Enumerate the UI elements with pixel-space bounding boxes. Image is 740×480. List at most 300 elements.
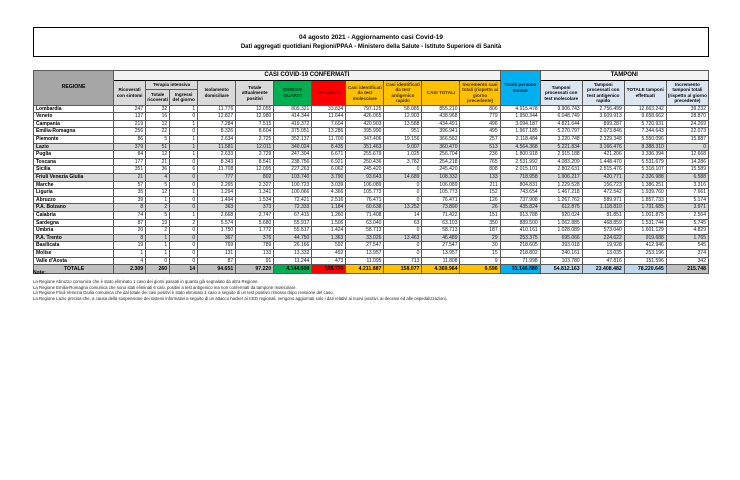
value-cell: 1.750 bbox=[198, 227, 236, 235]
value-cell: 11.644 bbox=[312, 113, 346, 121]
value-cell: 421.206 bbox=[582, 151, 624, 159]
value-cell: 367 bbox=[198, 234, 236, 242]
value-cell: 15.887 bbox=[666, 136, 708, 144]
totals-value-cell: 23.408.482 bbox=[582, 265, 624, 274]
totals-value-cell: 54.812.163 bbox=[540, 265, 582, 274]
table-row bbox=[34, 227, 709, 235]
value-cell: 12.055 bbox=[236, 105, 274, 113]
value-cell: 255.679 bbox=[346, 151, 384, 159]
col-header-incremento-tamponi: Incremento tamponi totali (rispetto al giorno precedente) bbox=[667, 82, 707, 104]
totals-value-cell: 6.596 bbox=[460, 265, 500, 274]
value-cell: 71.422 bbox=[422, 211, 460, 219]
value-cell: 93.643 bbox=[346, 173, 384, 181]
value-cell: 2.915.188 bbox=[540, 151, 582, 159]
value-cell: 4.366 bbox=[312, 189, 346, 197]
value-cell: 1.118.810 bbox=[582, 204, 624, 212]
value-cell: 211 bbox=[460, 181, 500, 189]
value-cell: 1.229.528 bbox=[540, 181, 582, 189]
value-cell: 340.024 bbox=[274, 143, 312, 151]
value-cell: 2.327 bbox=[236, 181, 274, 189]
col-header-persone-testate: Totale persone testate bbox=[500, 71, 540, 106]
value-cell: 1.534 bbox=[236, 196, 274, 204]
col-header-ti-totale: Totale ricoverati bbox=[146, 90, 170, 105]
value-cell: 1.765 bbox=[666, 234, 708, 242]
value-cell: 2.725 bbox=[236, 136, 274, 144]
totals-value-cell: 4.211.887 bbox=[346, 265, 384, 274]
value-cell: 12 bbox=[146, 189, 170, 197]
value-cell: 2.633 bbox=[198, 151, 236, 159]
region-cell: Molise bbox=[34, 249, 114, 257]
value-cell: 379 bbox=[114, 143, 146, 151]
value-cell: 9.658.662 bbox=[624, 113, 666, 121]
value-cell: 713 bbox=[384, 257, 422, 265]
value-cell: 5.318.107 bbox=[624, 166, 666, 174]
value-cell: 7.344.643 bbox=[624, 128, 666, 136]
value-cell: 51 bbox=[146, 143, 170, 151]
value-cell: 5.680 bbox=[236, 219, 274, 227]
value-cell: 11.581 bbox=[198, 143, 236, 151]
value-cell: 0 bbox=[170, 196, 198, 204]
value-cell: 58.713 bbox=[422, 227, 460, 235]
value-cell: 5.745 bbox=[666, 219, 708, 227]
value-cell: 4 bbox=[146, 173, 170, 181]
value-cell: 13.035 bbox=[582, 249, 624, 257]
value-cell: 63 bbox=[384, 219, 422, 227]
value-cell: 3.039 bbox=[312, 181, 346, 189]
region-cell: Sardegna bbox=[34, 219, 114, 227]
value-cell: 393.018 bbox=[540, 242, 582, 250]
value-cell: 74 bbox=[114, 211, 146, 219]
value-cell: 137 bbox=[114, 113, 146, 121]
value-cell: 8 bbox=[114, 234, 146, 242]
value-cell: 492 bbox=[312, 249, 346, 257]
value-cell: 2 bbox=[170, 219, 198, 227]
value-cell: 2.531.992 bbox=[500, 158, 540, 166]
value-cell: 438.968 bbox=[422, 113, 460, 121]
value-cell: 913.788 bbox=[500, 211, 540, 219]
value-cell: 21 bbox=[114, 173, 146, 181]
value-cell: 256.704 bbox=[422, 151, 460, 159]
col-header-regione: REGIONE bbox=[34, 71, 114, 106]
value-cell: 106.089 bbox=[346, 181, 384, 189]
table-row bbox=[34, 113, 709, 121]
value-cell: 2.516 bbox=[312, 196, 346, 204]
value-cell: 91 bbox=[236, 257, 274, 265]
value-cell: 12.668 bbox=[666, 151, 708, 159]
value-cell: 2 bbox=[146, 227, 170, 235]
col-header-incremento-casi: Incremento casi totali (rispetto al giorno precedente) bbox=[460, 81, 500, 106]
value-cell: 1.001.875 bbox=[624, 211, 666, 219]
value-cell: 27.547 bbox=[422, 242, 460, 250]
value-cell: 1.294 bbox=[198, 189, 236, 197]
table-row bbox=[34, 166, 709, 174]
value-cell: 410.161 bbox=[500, 227, 540, 235]
value-cell: 12 bbox=[146, 151, 170, 159]
value-cell: 11.808 bbox=[422, 257, 460, 265]
value-cell: 777 bbox=[198, 173, 236, 181]
value-cell: 177 bbox=[114, 158, 146, 166]
value-cell: 2.073.846 bbox=[582, 128, 624, 136]
value-cell: 13.957 bbox=[422, 249, 460, 257]
value-cell: 4.564.368 bbox=[500, 143, 540, 151]
value-cell: 12.980 bbox=[236, 113, 274, 121]
value-cell: 4.821.644 bbox=[540, 120, 582, 128]
value-cell: 63.040 bbox=[346, 219, 384, 227]
value-cell: 765 bbox=[460, 158, 500, 166]
value-cell: 219 bbox=[114, 120, 146, 128]
value-cell: 0 bbox=[384, 249, 422, 257]
value-cell: 58.085 bbox=[384, 105, 422, 113]
value-cell: 0 bbox=[666, 143, 708, 151]
value-cell: 4.083.209 bbox=[540, 158, 582, 166]
value-cell: 36 bbox=[146, 166, 170, 174]
value-cell: 1.184 bbox=[312, 204, 346, 212]
bulletin-subtitle: Dati aggregati quotidiani Regioni/PPAA - Ministero della Salute - Istituto Superiore di Sanità bbox=[240, 44, 502, 50]
value-cell: 8.604 bbox=[236, 128, 274, 136]
value-cell: 1 bbox=[170, 151, 198, 159]
value-cell: 1.967.185 bbox=[500, 128, 540, 136]
value-cell: 7.515 bbox=[236, 120, 274, 128]
table-row bbox=[34, 196, 709, 204]
table-row bbox=[34, 120, 709, 128]
value-cell: 32 bbox=[146, 105, 170, 113]
value-cell: 67.415 bbox=[274, 211, 312, 219]
value-cell: 412.946 bbox=[624, 242, 666, 250]
value-cell: 342 bbox=[666, 257, 708, 265]
value-cell: 1.467.218 bbox=[540, 189, 582, 197]
value-cell: 5.720.931 bbox=[624, 120, 666, 128]
value-cell: 19.928 bbox=[582, 242, 624, 250]
value-cell: 133 bbox=[460, 173, 500, 181]
value-cell: 420.903 bbox=[346, 120, 384, 128]
value-cell: 2.802.631 bbox=[540, 166, 582, 174]
value-cell: 254.218 bbox=[422, 158, 460, 166]
table-row bbox=[34, 257, 709, 265]
value-cell: 72.421 bbox=[274, 196, 312, 204]
totals-value-cell: 4.369.964 bbox=[422, 265, 460, 274]
region-cell: Piemonte bbox=[34, 136, 114, 144]
value-cell: 73.890 bbox=[422, 204, 460, 212]
table-row bbox=[34, 242, 709, 250]
value-cell: 1.800.918 bbox=[500, 151, 540, 159]
notes-title: Note: bbox=[33, 270, 46, 276]
value-cell: 3.971 bbox=[666, 204, 708, 212]
value-cell: 366.562 bbox=[422, 136, 460, 144]
value-cell: 26 bbox=[460, 204, 500, 212]
value-cell: 6.921 bbox=[312, 158, 346, 166]
value-cell: 0 bbox=[170, 158, 198, 166]
value-cell: 495 bbox=[460, 128, 500, 136]
value-cell: 187 bbox=[460, 227, 500, 235]
value-cell: 376 bbox=[236, 234, 274, 242]
value-cell: 108.332 bbox=[422, 173, 460, 181]
col-header-tamponi-molecolare: Tamponi processati con test molecolare bbox=[540, 81, 582, 106]
value-cell: 152 bbox=[460, 189, 500, 197]
totals-value-cell: 94.651 bbox=[198, 265, 236, 274]
value-cell: 8.435 bbox=[312, 143, 346, 151]
value-cell: 1.448.470 bbox=[582, 158, 624, 166]
value-cell: 47.816 bbox=[582, 257, 624, 265]
value-cell: 806 bbox=[460, 105, 500, 113]
value-cell: 13.957 bbox=[346, 249, 384, 257]
value-cell: 2.515.476 bbox=[582, 166, 624, 174]
value-cell: 5.221.834 bbox=[540, 143, 582, 151]
col-header-ti-ingressi: Ingressi del giorno bbox=[170, 90, 198, 105]
value-cell: 3.336.394 bbox=[624, 151, 666, 159]
value-cell: 227.263 bbox=[274, 166, 312, 174]
value-cell: 5.270.797 bbox=[540, 128, 582, 136]
note-line: La Regione Friuli Venezia Giulia comunica che dal totale dei casi positivi è stato eliminato 1 caso a seguito di un test positivo rimosso dopo revisione del caso. bbox=[33, 290, 334, 296]
value-cell: 15 bbox=[460, 249, 500, 257]
value-cell: 1.260 bbox=[312, 211, 346, 219]
value-cell: 1.772 bbox=[236, 227, 274, 235]
value-cell: 1.939.760 bbox=[624, 189, 666, 197]
value-cell: 0 bbox=[384, 242, 422, 250]
value-cell: 30 bbox=[460, 242, 500, 250]
value-cell: 87 bbox=[198, 257, 236, 265]
value-cell: 28.870 bbox=[666, 113, 708, 121]
value-cell: 0 bbox=[384, 166, 422, 174]
value-cell: 1 bbox=[170, 211, 198, 219]
col-header-casi-antigenico: Casi identificati da test antigenico rapido bbox=[384, 81, 422, 106]
value-cell: 2.729 bbox=[236, 151, 274, 159]
value-cell: 151 bbox=[460, 211, 500, 219]
value-cell: 256 bbox=[114, 128, 146, 136]
value-cell: 103.740 bbox=[274, 173, 312, 181]
value-cell: 1.025 bbox=[384, 151, 422, 159]
value-cell: 13.332 bbox=[274, 249, 312, 257]
value-cell: 7.661 bbox=[666, 189, 708, 197]
value-cell: 16 bbox=[146, 113, 170, 121]
value-cell: 0 bbox=[384, 227, 422, 235]
value-cell: 0 bbox=[170, 173, 198, 181]
value-cell: 363 bbox=[198, 204, 236, 212]
value-cell: 55.917 bbox=[274, 219, 312, 227]
value-cell: 22 bbox=[146, 128, 170, 136]
value-cell: 22.073 bbox=[666, 128, 708, 136]
region-cell: Veneto bbox=[34, 113, 114, 121]
value-cell: 27.547 bbox=[346, 242, 384, 250]
col-header-tamponi-antigenico: Tamponi processati con test antigenico rapido bbox=[582, 81, 624, 106]
value-cell: 1.267.762 bbox=[540, 196, 582, 204]
value-cell: 3.609.913 bbox=[582, 113, 624, 121]
value-cell: 13.286 bbox=[312, 128, 346, 136]
value-cell: 1.386.251 bbox=[624, 181, 666, 189]
value-cell: 5.531.679 bbox=[624, 158, 666, 166]
value-cell: 1.341 bbox=[236, 189, 274, 197]
value-cell: 238.756 bbox=[274, 158, 312, 166]
table-row bbox=[34, 158, 709, 166]
table-row bbox=[34, 189, 709, 197]
band-tamponi: TAMPONI bbox=[540, 71, 708, 81]
value-cell: 84 bbox=[114, 151, 146, 159]
value-cell: 1 bbox=[146, 196, 170, 204]
value-cell: 1.363 bbox=[312, 234, 346, 242]
note-line: La Regione Emilia-Romagna comunica che sono stati eliminati 6 casi, positivi a test antigenico ma non confermati da tampone molecolare. bbox=[33, 284, 297, 290]
value-cell: 743.654 bbox=[500, 189, 540, 197]
value-cell: 33.834 bbox=[312, 105, 346, 113]
value-cell: 808 bbox=[460, 166, 500, 174]
value-cell: 347.406 bbox=[346, 136, 384, 144]
value-cell: 58.713 bbox=[346, 227, 384, 235]
value-cell: 468.859 bbox=[582, 219, 624, 227]
value-cell: 21 bbox=[146, 158, 170, 166]
value-cell: 420.771 bbox=[582, 173, 624, 181]
value-cell: 12.095 bbox=[236, 166, 274, 174]
value-cell: 0 bbox=[384, 189, 422, 197]
value-cell: 419.372 bbox=[274, 120, 312, 128]
value-cell: 13.588 bbox=[384, 120, 422, 128]
note-line: La Regione Lazio precisa che, a causa della sospensione dei sistemi informativi a seguito di un attacco hacker ai CED regionali, vengono aggiornati solo i dati relativi ai nuovi positivi, ai decessi ed alle ospedalizzazioni. bbox=[33, 295, 447, 301]
value-cell: 2.015.101 bbox=[500, 166, 540, 174]
covid-data-table bbox=[33, 70, 709, 274]
value-cell: 76.471 bbox=[422, 196, 460, 204]
value-cell: 11.244 bbox=[274, 257, 312, 265]
value-cell: 1 bbox=[170, 120, 198, 128]
bulletin-title: 04 agosto 2021 - Aggiornamento casi Covid-19 bbox=[299, 34, 443, 41]
value-cell: 513 bbox=[460, 143, 500, 151]
region-cell: Umbria bbox=[34, 227, 114, 235]
value-cell: 133 bbox=[236, 249, 274, 257]
value-cell: 3.166.476 bbox=[582, 143, 624, 151]
value-cell: 414.344 bbox=[274, 113, 312, 121]
value-cell: 769 bbox=[198, 242, 236, 250]
value-cell: 2 bbox=[146, 204, 170, 212]
value-cell: 2.634 bbox=[198, 136, 236, 144]
table-row bbox=[34, 151, 709, 159]
value-cell: 375.051 bbox=[274, 128, 312, 136]
value-cell: 72.333 bbox=[274, 204, 312, 212]
region-cell: Liguria bbox=[34, 189, 114, 197]
value-cell: 11.708 bbox=[198, 166, 236, 174]
region-cell: Toscana bbox=[34, 158, 114, 166]
value-cell: 7.284 bbox=[198, 120, 236, 128]
value-cell: 789 bbox=[236, 242, 274, 250]
value-cell: 0 bbox=[170, 113, 198, 121]
value-cell: 737.908 bbox=[500, 196, 540, 204]
value-cell: 100.066 bbox=[274, 189, 312, 197]
value-cell: 11.776 bbox=[198, 105, 236, 113]
value-cell: 3.790 bbox=[312, 173, 346, 181]
table-row bbox=[34, 105, 709, 113]
value-cell: 8 bbox=[114, 204, 146, 212]
value-cell: 373 bbox=[236, 204, 274, 212]
note-line: La Regione Abruzzo comunica che è stato eliminato 1 caso dei giorni passati in quanto già segnalato da altra Regione. bbox=[33, 279, 259, 284]
notes-section bbox=[33, 270, 709, 301]
value-cell: 218.605 bbox=[500, 242, 540, 250]
value-cell: 1.731.685 bbox=[624, 204, 666, 212]
value-cell: 0 bbox=[170, 181, 198, 189]
value-cell: 57 bbox=[114, 181, 146, 189]
value-cell: 1 bbox=[146, 249, 170, 257]
value-cell: 2.747 bbox=[236, 211, 274, 219]
value-cell: 350 bbox=[460, 219, 500, 227]
value-cell: 374 bbox=[666, 249, 708, 257]
value-cell: 2.756.499 bbox=[582, 105, 624, 113]
value-cell: 26.166 bbox=[274, 242, 312, 250]
value-cell: 29 bbox=[460, 234, 500, 242]
table-row bbox=[34, 219, 709, 227]
value-cell: 19 bbox=[146, 219, 170, 227]
value-cell: 1.531.744 bbox=[624, 219, 666, 227]
value-cell: 0 bbox=[170, 257, 198, 265]
value-cell: 4.915.478 bbox=[500, 105, 540, 113]
value-cell: 245.420 bbox=[346, 166, 384, 174]
totals-label-cell: TOTALE bbox=[34, 265, 114, 274]
value-cell: 103.780 bbox=[540, 257, 582, 265]
value-cell: 797.125 bbox=[346, 105, 384, 113]
value-cell: 899.287 bbox=[582, 120, 624, 128]
value-cell: 718.958 bbox=[500, 173, 540, 181]
value-cell: 802 bbox=[236, 173, 274, 181]
value-cell: 0 bbox=[146, 257, 170, 265]
value-cell: 496 bbox=[460, 120, 500, 128]
value-cell: 8.541 bbox=[236, 158, 274, 166]
value-cell: 105.773 bbox=[422, 189, 460, 197]
value-cell: 0 bbox=[170, 204, 198, 212]
region-cell: Friuli Venezia Giulia bbox=[34, 173, 114, 181]
value-cell: 14 bbox=[384, 211, 422, 219]
value-cell: 55.517 bbox=[274, 227, 312, 235]
value-cell: 612.875 bbox=[540, 204, 582, 212]
table-row bbox=[34, 128, 709, 136]
value-cell: 589.971 bbox=[582, 196, 624, 204]
totals-value-cell: 14 bbox=[170, 265, 198, 274]
value-cell: 2.265 bbox=[198, 181, 236, 189]
value-cell: 1 bbox=[170, 143, 198, 151]
value-cell: 151.596 bbox=[624, 257, 666, 265]
value-cell: 919.688 bbox=[624, 234, 666, 242]
value-cell: 804.831 bbox=[500, 181, 540, 189]
value-cell: 6.588 bbox=[666, 173, 708, 181]
value-cell: 86 bbox=[114, 136, 146, 144]
value-cell: 426.065 bbox=[346, 113, 384, 121]
value-cell: 351.463 bbox=[346, 143, 384, 151]
band-casi-confermati: CASI COVID-19 CONFERMATI bbox=[114, 71, 501, 81]
value-cell: 396.941 bbox=[422, 128, 460, 136]
value-cell: 779 bbox=[460, 113, 500, 121]
value-cell: 1 bbox=[170, 136, 198, 144]
region-cell: Lazio bbox=[34, 143, 114, 151]
value-cell: 7.604 bbox=[312, 120, 346, 128]
col-header-casi-molecolare: Casi identificati da test molecolare bbox=[346, 81, 384, 106]
value-cell: 218.802 bbox=[500, 249, 540, 257]
value-cell: 6 bbox=[170, 166, 198, 174]
value-cell: 1 bbox=[170, 189, 198, 197]
value-cell: 12.827 bbox=[198, 113, 236, 121]
table-row bbox=[34, 181, 709, 189]
region-cell: Marche bbox=[34, 181, 114, 189]
value-cell: 472.542 bbox=[582, 189, 624, 197]
value-cell: 6.048.749 bbox=[540, 113, 582, 121]
table-row bbox=[34, 204, 709, 212]
table-header bbox=[34, 71, 709, 106]
value-cell: 46.489 bbox=[422, 234, 460, 242]
value-cell: 106.089 bbox=[422, 181, 460, 189]
value-cell: 1.601.129 bbox=[624, 227, 666, 235]
value-cell: 13.463 bbox=[384, 234, 422, 242]
table-row bbox=[34, 211, 709, 219]
totals-value-cell: 2.309 bbox=[114, 265, 146, 274]
value-cell: 5 bbox=[146, 211, 170, 219]
value-cell: 1 bbox=[146, 242, 170, 250]
value-cell: 0 bbox=[384, 181, 422, 189]
region-cell: Puglia bbox=[34, 151, 114, 159]
value-cell: 889.500 bbox=[500, 219, 540, 227]
value-cell: 573.040 bbox=[582, 227, 624, 235]
value-cell: 1 bbox=[170, 105, 198, 113]
col-header-ricoverati: Ricoverati con sintomi bbox=[114, 81, 146, 106]
